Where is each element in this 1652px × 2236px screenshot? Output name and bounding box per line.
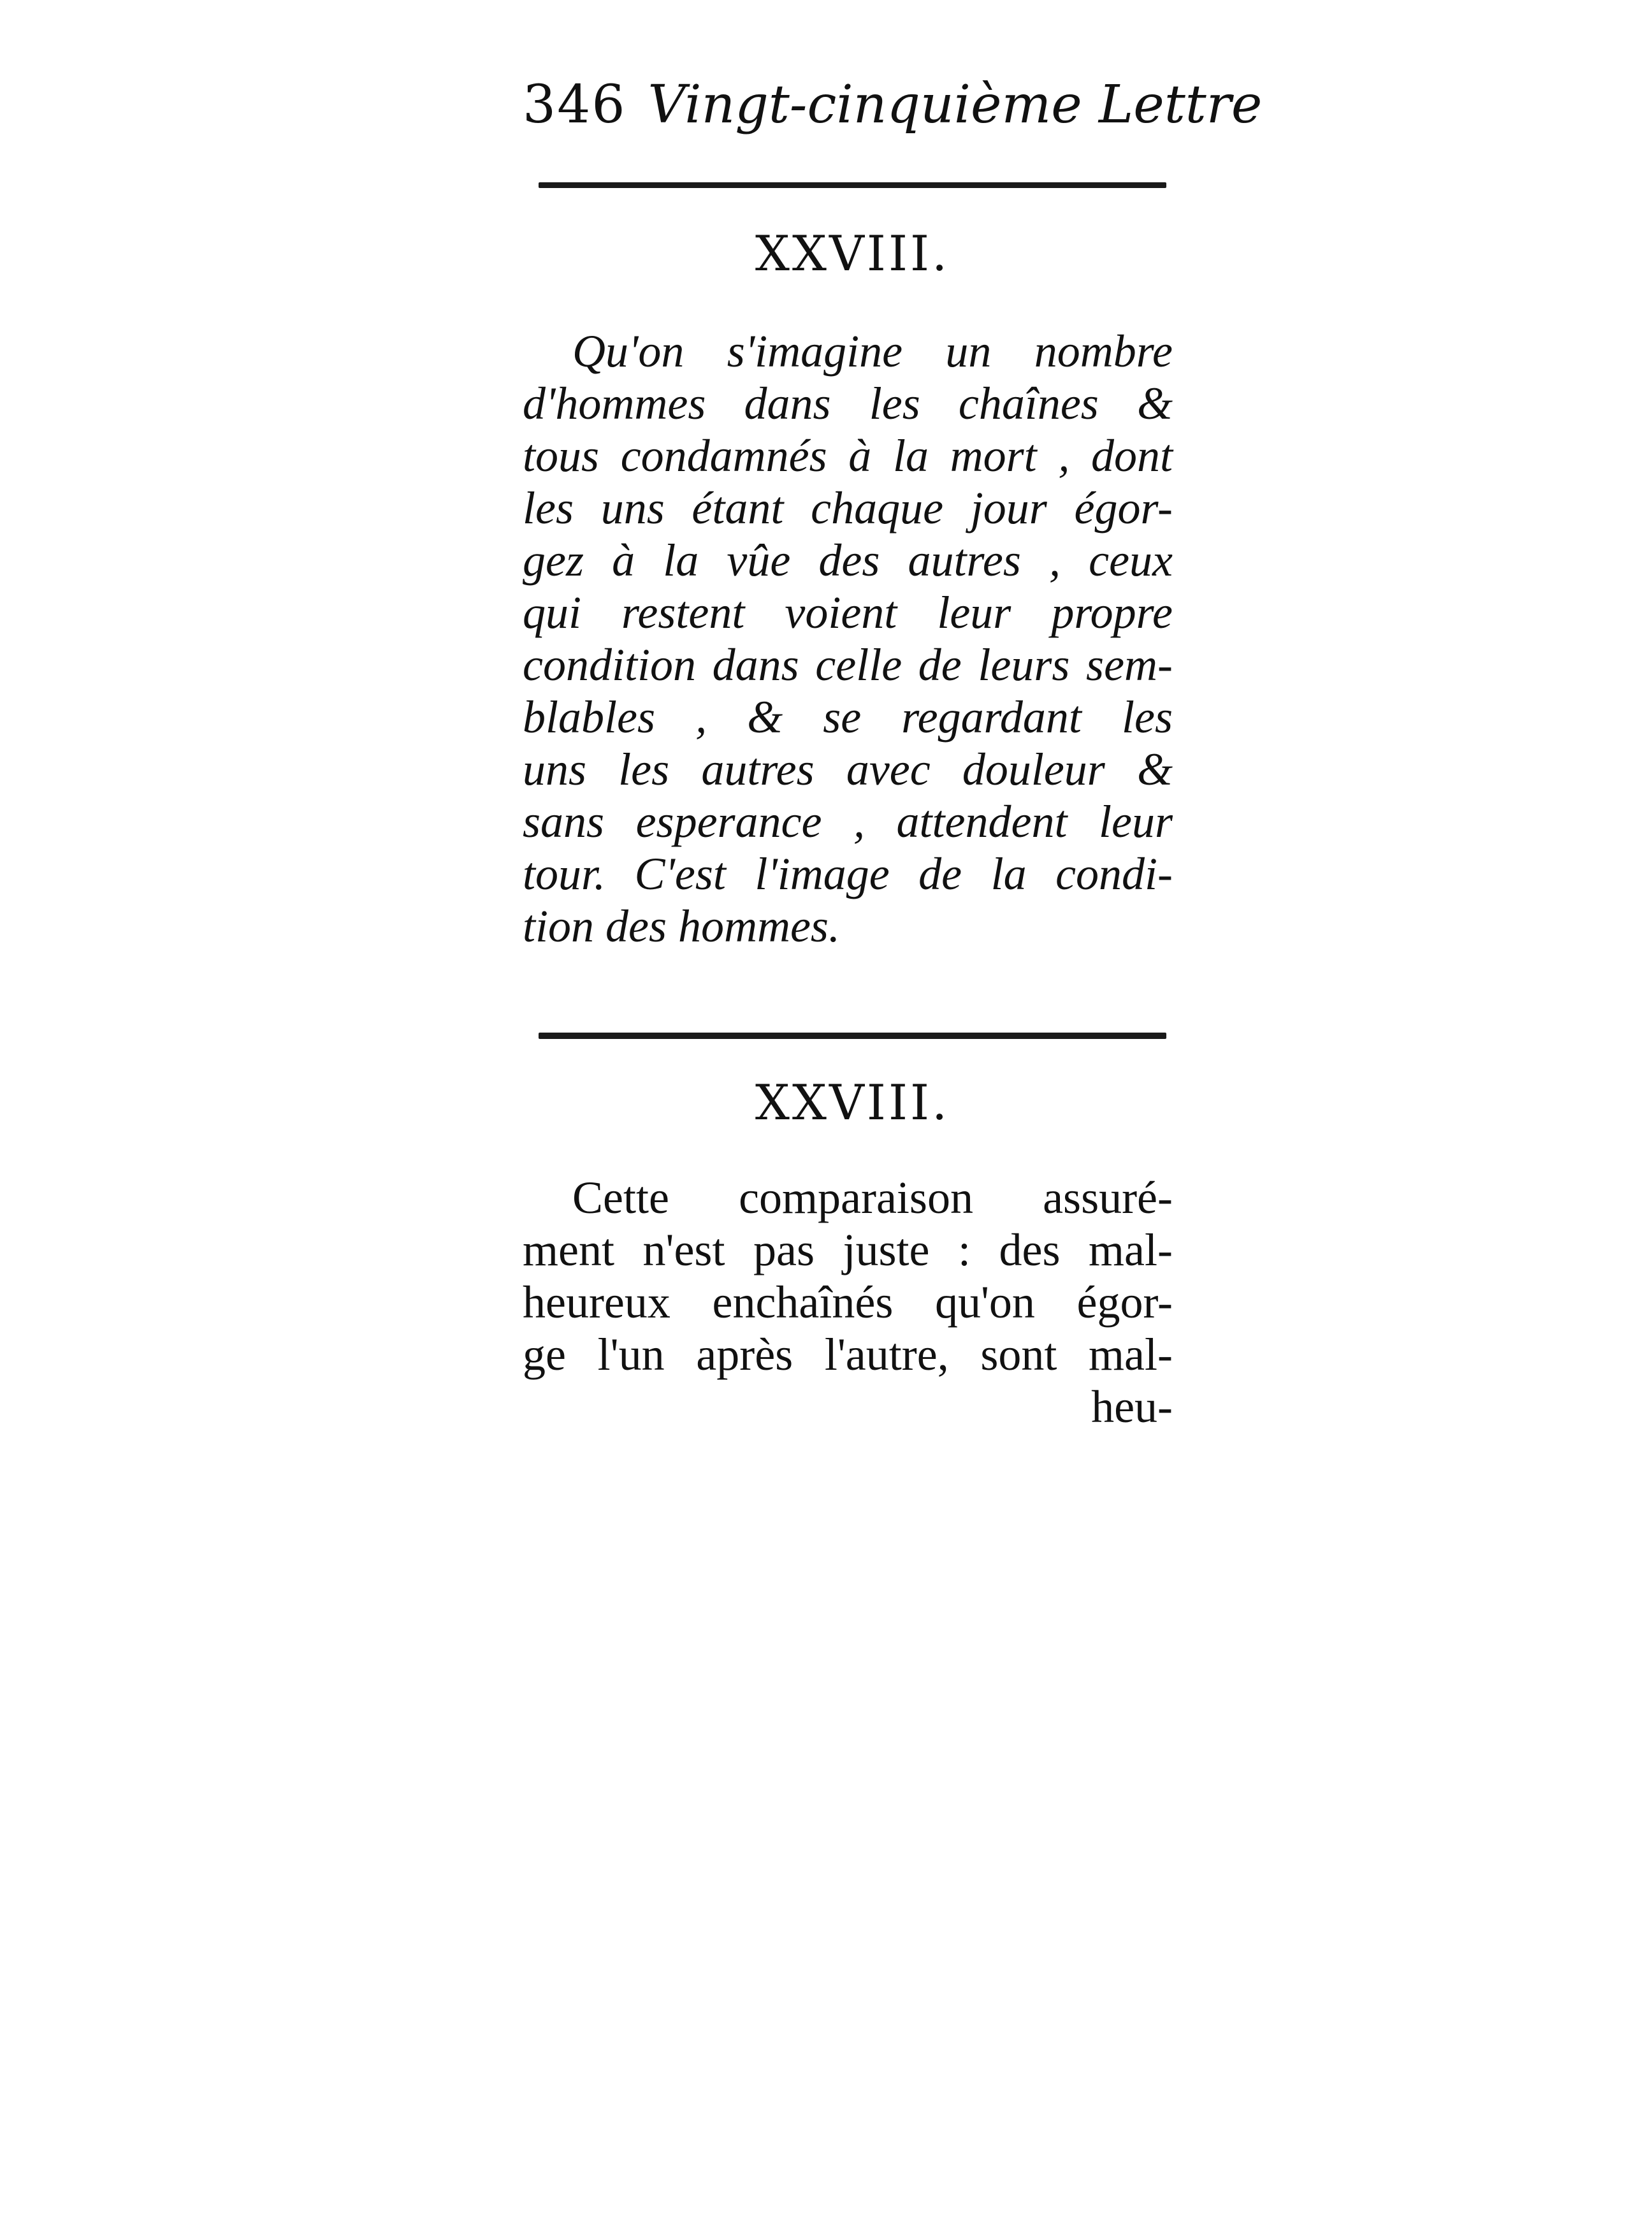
catchword: heu- — [1091, 1381, 1173, 1432]
section-heading-remarque: XXVIII. — [755, 1074, 950, 1131]
text-line: sans esperance , attendent leur — [523, 796, 1173, 847]
top-divider-rule — [539, 182, 1166, 188]
text-line: tion des hommes. — [523, 901, 840, 952]
text-line: ment n'est pas juste : des mal- — [523, 1224, 1173, 1275]
text-line: uns les autres avec douleur & — [523, 744, 1173, 795]
text-line: tous condamnés à la mort , dont — [523, 430, 1173, 481]
quoted-pensee-text — [523, 325, 1173, 952]
text-line: d'hommes dans les chaînes & — [523, 378, 1173, 429]
remarque-text — [523, 1172, 1173, 1433]
page-number: 346 — [523, 75, 627, 135]
text-line: qui restent voient leur propre — [523, 587, 1173, 638]
text-line: gez à la vûe des autres , ceux — [523, 535, 1173, 586]
text-line: les uns étant chaque jour égor- — [523, 483, 1173, 534]
text-line: Qu'on s'imagine un nombre — [572, 326, 1173, 377]
text-line: Cette comparaison assuré- — [572, 1172, 1173, 1223]
running-title: Vingt-cinquième Lettre — [648, 75, 1263, 135]
middle-divider-rule — [539, 1033, 1166, 1039]
running-head — [523, 70, 1263, 140]
text-line: blables , & se regardant les — [523, 692, 1173, 743]
text-line: tour. C'est l'image de la condi- — [523, 848, 1173, 899]
text-line: ge l'un après l'autre, sont mal- — [523, 1329, 1173, 1380]
text-line: condition dans celle de leurs sem- — [523, 639, 1173, 690]
section-heading-pensee: XXVIII. — [755, 225, 950, 282]
text-line: heureux enchaînés qu'on égor- — [523, 1277, 1173, 1328]
